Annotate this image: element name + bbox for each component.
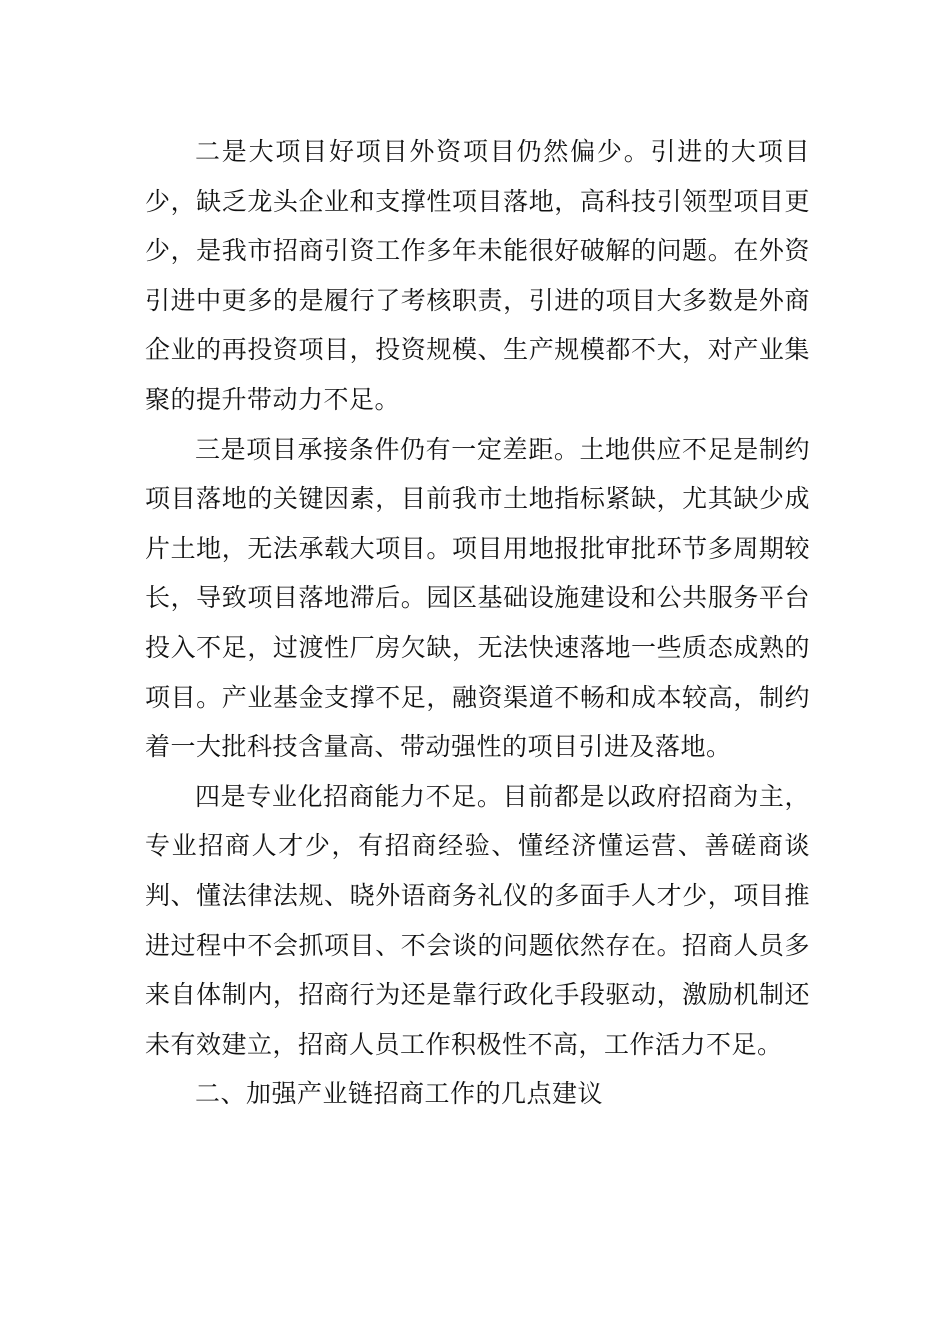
paragraph-large-projects: 二是大项目好项目外资项目仍然偏少。引进的大项目少，缺乏龙头企业和支撑性项目落地，高科技引领型项目更少，是我市招商引资工作多年未能很好破解的问题。在外资引进中更多的是履行了考核职责，引进的项目大多数是外商企业的再投资项目，投资规模、生产规模都不大，对产业集聚的提升带动力不足。 — [145, 137, 810, 414]
paragraph-professional-capability: 四是专业化招商能力不足。目前都是以政府招商为主，专业招商人才少，有招商经验、懂经济懂运营、善磋商谈判、懂法律法规、晓外语商务礼仪的多面手人才少，项目推进过程中不会抓项目、不会谈的问题依然存在。招商人员多来自体制内，招商行为还是靠行政化手段驱动，激励机制还未有效建立，招商人员工作积极性不高，工作活力不足。 — [145, 781, 810, 1059]
document-body — [145, 127, 810, 1119]
section-heading: 二、加强产业链招商工作的几点建议 — [195, 1079, 604, 1109]
paragraph-project-conditions: 三是项目承接条件仍有一定差距。土地供应不足是制约项目落地的关键因素，目前我市土地指标紧缺，尤其缺少成片土地，无法承载大项目。项目用地报批审批环节多周期较长，导致项目落地滞后。园区基础设施建设和公共服务平台投入不足，过渡性厂房欠缺，无法快速落地一些质态成熟的项目。产业基金支撑不足，融资渠道不畅和成本较高，制约着一大批科技含量高、带动强性的项目引进及落地。 — [145, 434, 810, 762]
